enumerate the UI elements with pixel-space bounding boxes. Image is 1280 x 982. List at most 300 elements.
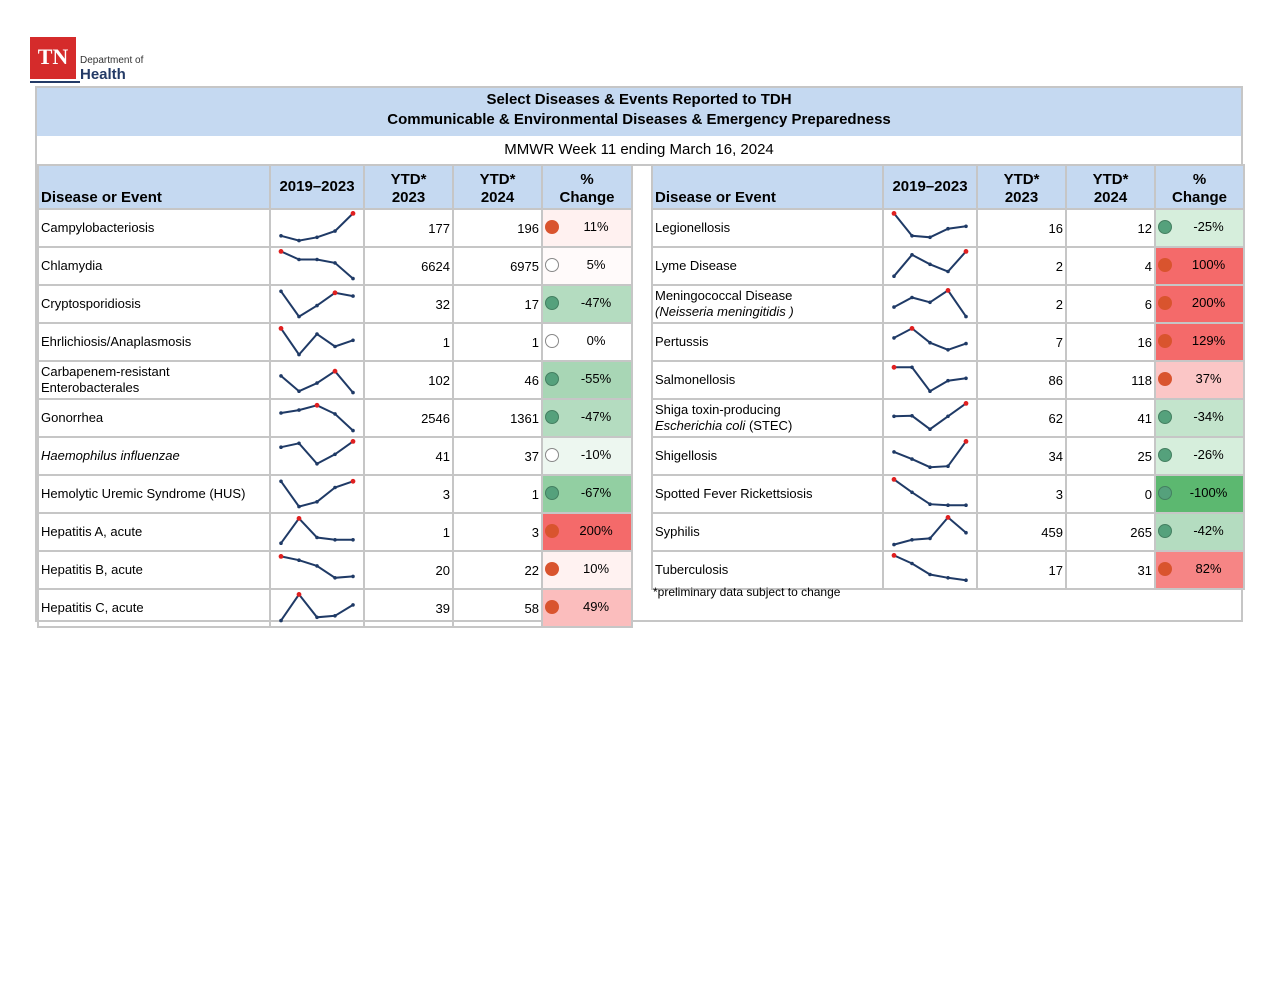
ytd2023-value: 2546 <box>364 399 453 437</box>
trend-point <box>351 603 355 607</box>
ytd2023-value: 20 <box>364 551 453 589</box>
report-subtitle: Communicable & Environmental Diseases & Emergency Preparedness <box>387 111 891 128</box>
pct-change-value: 37% <box>1195 371 1222 386</box>
trend-sparkline <box>271 210 363 246</box>
trend-point <box>946 348 950 352</box>
trend-sparkline <box>884 400 976 436</box>
ytd2024-value: 0 <box>1066 475 1155 513</box>
ytd2024-value: 25 <box>1066 437 1155 475</box>
trend-cell <box>883 323 977 361</box>
trend-point <box>279 541 283 545</box>
trend-point <box>333 229 337 233</box>
trend-point <box>910 538 914 542</box>
trend-point <box>964 503 968 507</box>
disease-row <box>38 361 632 399</box>
disease-name: Ehrlichiosis/Anaplasmosis <box>38 323 270 361</box>
pct-change-value: -47% <box>580 409 612 424</box>
trend-point <box>964 315 968 319</box>
trend-point <box>279 619 283 623</box>
trend-line <box>281 405 353 430</box>
trend-point <box>910 296 914 300</box>
trend-point <box>351 339 355 343</box>
trend-point <box>946 415 950 419</box>
trend-cell <box>270 589 364 627</box>
trend-peak-point <box>946 515 951 520</box>
pct-change-cell <box>1155 551 1244 589</box>
disease-name: Spotted Fever Rickettsiosis <box>652 475 883 513</box>
ytd2024-value: 46 <box>453 361 542 399</box>
pct-change-value: 129% <box>1191 333 1226 348</box>
trend-sparkline <box>271 286 363 322</box>
ytd2024-value: 1361 <box>453 399 542 437</box>
pct-change-value: -42% <box>1193 523 1224 538</box>
col-header-pct-change: % Change <box>542 165 632 209</box>
decrease-indicator-icon <box>1158 220 1172 234</box>
ytd2023-value: 1 <box>364 323 453 361</box>
trend-point <box>297 389 301 393</box>
trend-sparkline <box>271 248 363 284</box>
trend-point <box>910 457 914 461</box>
trend-peak-point <box>333 290 338 295</box>
trend-sparkline <box>884 362 976 398</box>
pct-change-value: -47% <box>580 295 612 310</box>
disease-name: Hemolytic Uremic Syndrome (HUS) <box>38 475 270 513</box>
trend-point <box>964 377 968 381</box>
disease-row <box>38 513 632 551</box>
col-header-trend: 2019–2023 <box>883 165 977 209</box>
trend-point <box>964 531 968 535</box>
trend-point <box>297 239 301 243</box>
disease-row <box>652 247 1244 285</box>
trend-point <box>928 427 932 431</box>
disease-row <box>652 475 1244 513</box>
trend-peak-point <box>964 249 969 254</box>
trend-point <box>351 277 355 281</box>
trend-point <box>315 536 319 540</box>
increase-indicator-icon <box>1158 296 1172 310</box>
increase-indicator-icon <box>545 562 559 576</box>
pct-change-cell <box>542 323 632 361</box>
logo-health-text: Health <box>80 66 126 83</box>
neutral-indicator-icon <box>545 334 559 348</box>
pct-change-value: 0% <box>586 333 606 348</box>
trend-peak-point <box>351 211 356 216</box>
ytd2023-value: 2 <box>977 247 1066 285</box>
disease-row <box>652 285 1244 323</box>
report-title-band <box>37 88 1241 138</box>
increase-indicator-icon <box>545 524 559 538</box>
trend-sparkline <box>884 324 976 360</box>
trend-point <box>315 381 319 385</box>
trend-cell <box>883 513 977 551</box>
trend-cell <box>883 361 977 399</box>
trend-point <box>928 301 932 305</box>
trend-point <box>946 227 950 231</box>
trend-point <box>928 389 932 393</box>
ytd2023-value: 39 <box>364 589 453 627</box>
trend-line <box>894 479 966 505</box>
pct-change-cell <box>542 209 632 247</box>
disease-row <box>38 589 632 627</box>
col-header-ytd2023: YTD* 2023 <box>364 165 453 209</box>
trend-point <box>279 374 283 378</box>
trend-point <box>315 304 319 308</box>
trend-point <box>333 453 337 457</box>
left-disease-table <box>37 164 633 628</box>
ytd2023-value: 62 <box>977 399 1066 437</box>
pct-change-cell <box>1155 399 1244 437</box>
trend-line <box>281 251 353 278</box>
report-title: Select Diseases & Events Reported to TDH <box>486 91 792 108</box>
decrease-indicator-icon <box>545 486 559 500</box>
increase-indicator-icon <box>545 600 559 614</box>
trend-peak-point <box>279 554 284 559</box>
disease-name: Haemophilus influenzae <box>38 437 270 475</box>
trend-sparkline <box>884 248 976 284</box>
disease-name: Shigellosis <box>652 437 883 475</box>
pct-change-value: 49% <box>582 599 610 614</box>
trend-line <box>281 441 353 463</box>
trend-cell <box>270 209 364 247</box>
trend-point <box>315 500 319 504</box>
pct-change-value: -26% <box>1193 447 1224 462</box>
trend-point <box>351 575 355 579</box>
trend-sparkline <box>271 438 363 474</box>
trend-sparkline <box>884 438 976 474</box>
increase-indicator-icon <box>1158 562 1172 576</box>
neutral-indicator-icon <box>545 448 559 462</box>
decrease-indicator-icon <box>545 410 559 424</box>
trend-sparkline <box>271 476 363 512</box>
trend-cell <box>270 323 364 361</box>
trend-cell <box>270 475 364 513</box>
disease-name: Chlamydia <box>38 247 270 285</box>
trend-point <box>946 503 950 507</box>
trend-point <box>315 462 319 466</box>
trend-peak-point <box>964 439 969 444</box>
report-frame <box>35 86 1243 622</box>
trend-point <box>892 450 896 454</box>
disease-name: Syphilis <box>652 513 883 551</box>
trend-sparkline <box>271 552 363 588</box>
decrease-indicator-icon <box>1158 410 1172 424</box>
increase-indicator-icon <box>1158 372 1172 386</box>
disease-row <box>652 513 1244 551</box>
pct-change-value: 11% <box>583 219 609 234</box>
trend-cell <box>883 437 977 475</box>
col-header-ytd2024: YTD* 2024 <box>1066 165 1155 209</box>
trend-point <box>910 491 914 495</box>
disease-row <box>652 551 1244 589</box>
trend-point <box>297 353 301 357</box>
trend-cell <box>270 551 364 589</box>
col-header-disease: Disease or Event <box>652 165 883 209</box>
trend-point <box>315 564 319 568</box>
disease-row <box>652 437 1244 475</box>
ytd2024-value: 12 <box>1066 209 1155 247</box>
trend-peak-point <box>351 479 356 484</box>
trend-point <box>964 578 968 582</box>
increase-indicator-icon <box>1158 334 1172 348</box>
decrease-indicator-icon <box>1158 448 1172 462</box>
pct-change-cell <box>1155 361 1244 399</box>
trend-point <box>315 236 319 240</box>
col-header-ytd2024: YTD* 2024 <box>453 165 542 209</box>
pct-change-cell <box>542 285 632 323</box>
pct-change-value: 5% <box>586 257 606 272</box>
preliminary-note: *preliminary data subject to change <box>653 585 841 599</box>
trend-line <box>894 441 966 467</box>
trend-peak-point <box>892 211 897 216</box>
pct-change-cell <box>1155 513 1244 551</box>
trend-cell <box>883 247 977 285</box>
pct-change-cell <box>542 513 632 551</box>
ytd2023-value: 41 <box>364 437 453 475</box>
trend-point <box>946 464 950 468</box>
trend-point <box>297 442 301 446</box>
pct-change-cell <box>1155 437 1244 475</box>
trend-point <box>333 538 337 542</box>
disease-row <box>38 285 632 323</box>
trend-point <box>297 558 301 562</box>
tn-logo-mark: TN <box>30 37 76 79</box>
trend-point <box>928 573 932 577</box>
trend-point <box>910 366 914 370</box>
ytd2024-value: 58 <box>453 589 542 627</box>
ytd2023-value: 86 <box>977 361 1066 399</box>
col-header-ytd2023: YTD* 2023 <box>977 165 1066 209</box>
pct-change-value: -67% <box>580 485 612 500</box>
trend-point <box>279 445 283 449</box>
pct-change-cell <box>1155 285 1244 323</box>
trend-cell <box>883 399 977 437</box>
trend-point <box>892 274 896 278</box>
trend-point <box>333 412 337 416</box>
disease-name: Hepatitis A, acute <box>38 513 270 551</box>
trend-cell <box>270 247 364 285</box>
ytd2024-value: 196 <box>453 209 542 247</box>
ytd2024-value: 41 <box>1066 399 1155 437</box>
disease-row <box>652 399 1244 437</box>
pct-change-value: -34% <box>1193 409 1224 424</box>
logo-underline <box>30 81 80 83</box>
ytd2024-value: 22 <box>453 551 542 589</box>
trend-point <box>928 263 932 267</box>
left-header-row <box>38 165 632 209</box>
trend-cell <box>883 209 977 247</box>
decrease-indicator-icon <box>1158 524 1172 538</box>
pct-change-value: -10% <box>580 447 612 462</box>
disease-name: Shiga toxin-producing Escherichia coli (STEC) <box>652 399 883 437</box>
trend-sparkline <box>271 590 363 626</box>
trend-point <box>910 253 914 257</box>
ytd2023-value: 6624 <box>364 247 453 285</box>
ytd2023-value: 3 <box>364 475 453 513</box>
ytd2024-value: 4 <box>1066 247 1155 285</box>
disease-name: Campylobacteriosis <box>38 209 270 247</box>
trend-line <box>894 555 966 580</box>
pct-change-value: 200% <box>579 523 613 538</box>
pct-change-cell <box>542 589 632 627</box>
trend-point <box>297 315 301 319</box>
trend-point <box>928 465 932 469</box>
trend-point <box>279 290 283 294</box>
trend-point <box>333 576 337 580</box>
trend-point <box>297 258 301 262</box>
pct-change-value: 200% <box>1191 295 1226 310</box>
disease-name: Salmonellosis <box>652 361 883 399</box>
trend-point <box>297 408 301 412</box>
trend-peak-point <box>315 403 320 408</box>
ytd2024-value: 3 <box>453 513 542 551</box>
ytd2024-value: 118 <box>1066 361 1155 399</box>
disease-name: Hepatitis B, acute <box>38 551 270 589</box>
neutral-indicator-icon <box>545 258 559 272</box>
trend-point <box>351 391 355 395</box>
trend-point <box>333 614 337 618</box>
pct-change-cell <box>1155 209 1244 247</box>
col-header-pct-change: % Change <box>1155 165 1244 209</box>
trend-cell <box>270 285 364 323</box>
ytd2024-value: 17 <box>453 285 542 323</box>
pct-change-value: -25% <box>1193 219 1224 234</box>
trend-point <box>351 538 355 542</box>
trend-point <box>351 294 355 298</box>
trend-point <box>892 336 896 340</box>
pct-change-cell <box>542 475 632 513</box>
trend-point <box>910 234 914 238</box>
disease-row <box>652 323 1244 361</box>
disease-row <box>38 475 632 513</box>
trend-line <box>894 517 966 544</box>
decrease-indicator-icon <box>1158 486 1172 500</box>
trend-point <box>892 415 896 419</box>
trend-peak-point <box>333 369 338 374</box>
trend-point <box>315 332 319 336</box>
ytd2023-value: 34 <box>977 437 1066 475</box>
pct-change-cell <box>542 551 632 589</box>
pct-change-cell <box>1155 475 1244 513</box>
trend-point <box>928 341 932 345</box>
disease-row <box>38 247 632 285</box>
ytd2024-value: 31 <box>1066 551 1155 589</box>
trend-cell <box>270 437 364 475</box>
disease-row <box>652 209 1244 247</box>
ytd2023-value: 16 <box>977 209 1066 247</box>
trend-point <box>964 342 968 346</box>
decrease-indicator-icon <box>545 296 559 310</box>
trend-point <box>333 261 337 265</box>
trend-line <box>894 328 966 349</box>
disease-row <box>38 209 632 247</box>
pct-change-cell <box>542 247 632 285</box>
trend-cell <box>883 475 977 513</box>
pct-change-cell <box>542 399 632 437</box>
right-disease-table <box>651 164 1245 590</box>
disease-row <box>38 323 632 361</box>
ytd2023-value: 459 <box>977 513 1066 551</box>
pct-change-value: 82% <box>1195 561 1222 576</box>
disease-row <box>38 437 632 475</box>
trend-peak-point <box>279 326 284 331</box>
ytd2024-value: 6975 <box>453 247 542 285</box>
trend-sparkline <box>884 210 976 246</box>
trend-point <box>297 505 301 509</box>
trend-point <box>946 576 950 580</box>
trend-line <box>894 403 966 429</box>
trend-cell <box>270 361 364 399</box>
disease-name: Lyme Disease <box>652 247 883 285</box>
trend-peak-point <box>279 249 284 254</box>
trend-point <box>946 270 950 274</box>
ytd2023-value: 102 <box>364 361 453 399</box>
pct-change-value: -55% <box>580 371 612 386</box>
disease-name: Gonorrhea <box>38 399 270 437</box>
trend-line <box>281 518 353 543</box>
trend-point <box>928 537 932 541</box>
trend-point <box>279 411 283 415</box>
trend-point <box>315 258 319 262</box>
trend-point <box>928 236 932 240</box>
disease-name: Carbapenem-resistant Enterobacterales <box>38 361 270 399</box>
ytd2023-value: 2 <box>977 285 1066 323</box>
trend-line <box>894 367 966 391</box>
ytd2024-value: 37 <box>453 437 542 475</box>
ytd2024-value: 265 <box>1066 513 1155 551</box>
ytd2024-value: 16 <box>1066 323 1155 361</box>
trend-sparkline <box>884 286 976 322</box>
pct-change-value: 100% <box>1191 257 1226 272</box>
trend-point <box>928 502 932 506</box>
trend-point <box>910 414 914 418</box>
ytd2024-value: 6 <box>1066 285 1155 323</box>
ytd2024-value: 1 <box>453 323 542 361</box>
tn-health-logo <box>30 37 160 85</box>
trend-point <box>946 379 950 383</box>
trend-line <box>894 213 966 237</box>
trend-peak-point <box>892 365 897 370</box>
ytd2023-value: 7 <box>977 323 1066 361</box>
trend-cell <box>883 551 977 589</box>
trend-sparkline <box>271 400 363 436</box>
disease-name: Tuberculosis <box>652 551 883 589</box>
ytd2023-value: 1 <box>364 513 453 551</box>
trend-point <box>910 562 914 566</box>
col-header-trend: 2019–2023 <box>270 165 364 209</box>
disease-name: Legionellosis <box>652 209 883 247</box>
trend-point <box>315 616 319 620</box>
increase-indicator-icon <box>1158 258 1172 272</box>
trend-point <box>279 234 283 238</box>
right-header-row <box>652 165 1244 209</box>
trend-point <box>333 345 337 349</box>
increase-indicator-icon <box>545 220 559 234</box>
disease-row <box>38 399 632 437</box>
trend-sparkline <box>884 552 976 588</box>
pct-change-cell <box>1155 323 1244 361</box>
trend-point <box>279 480 283 484</box>
disease-name: Hepatitis C, acute <box>38 589 270 627</box>
pct-change-value: -100% <box>1189 485 1228 500</box>
trend-cell <box>883 285 977 323</box>
trend-peak-point <box>351 439 356 444</box>
trend-cell <box>270 513 364 551</box>
disease-name: Cryptosporidiosis <box>38 285 270 323</box>
ytd2023-value: 3 <box>977 475 1066 513</box>
trend-sparkline <box>271 324 363 360</box>
pct-change-cell <box>1155 247 1244 285</box>
trend-point <box>964 225 968 229</box>
